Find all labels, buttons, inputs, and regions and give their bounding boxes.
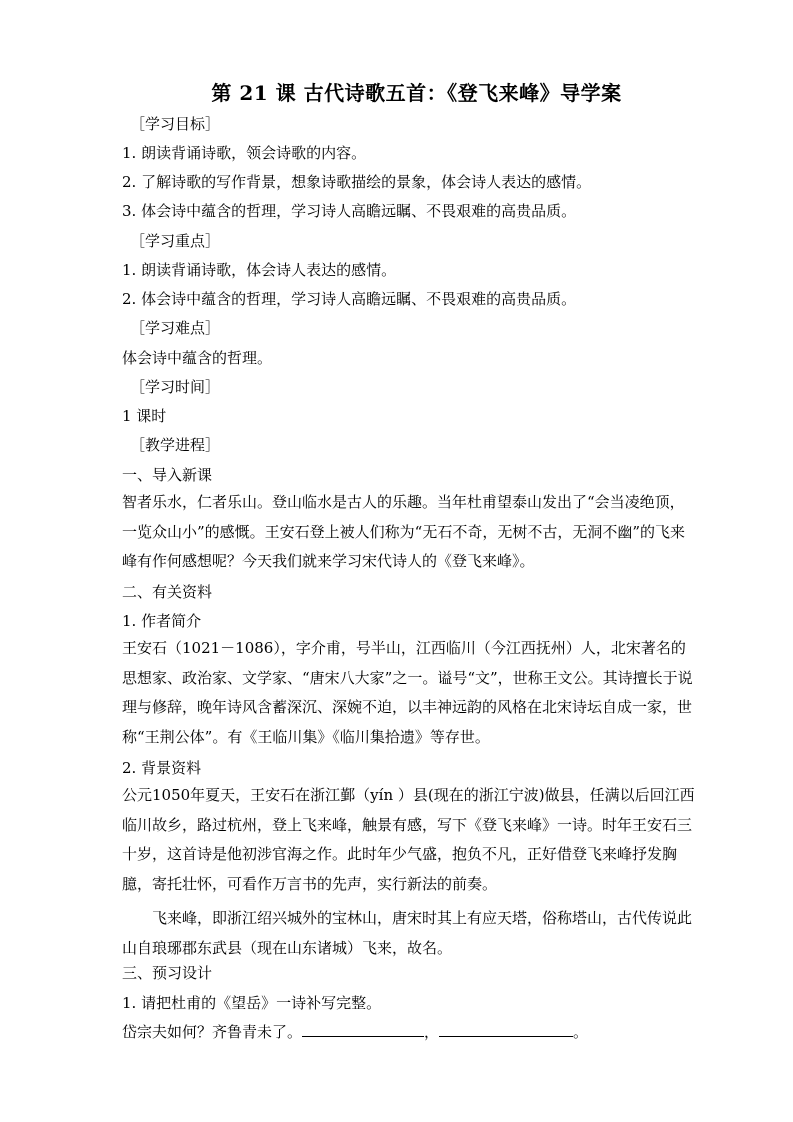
focus-header: ［学习重点］ bbox=[130, 232, 221, 250]
part1-paragraph: 智者乐水，仁者乐山。登山临水是古人的乐趣。当年杜甫望泰山发出了“会当凌绝顶，一览众山小”的感慨。王安石登上被人们称为“无石不奇，无树不古，无洞不幽”的飞来峰有作何感想呢？今天我们就来学习宋代诗人的《登飞来峰》。 bbox=[122, 493, 686, 570]
focus-item-2: 2. 体会诗中蕴含的哲理，学习诗人高瞻远瞩、不畏艰难的高贵品质。 bbox=[122, 290, 577, 308]
question-1: 1. 请把杜甫的《望岳》一诗补写完整。 bbox=[122, 994, 382, 1012]
background-title: 2. 背景资料 bbox=[122, 759, 202, 777]
part1-title: 一、导入新课 bbox=[122, 466, 213, 484]
part3-title: 三、预习设计 bbox=[122, 964, 213, 982]
time-text: 1 课时 bbox=[122, 407, 167, 425]
time-header: ［学习时间］ bbox=[130, 378, 221, 396]
process-header: ［教学进程］ bbox=[130, 436, 221, 454]
poem-prefix: 岱宗夫如何？齐鲁青未了。 bbox=[122, 1023, 303, 1041]
goals-header: ［学习目标］ bbox=[130, 115, 221, 133]
focus-item-1: 1. 朗读背诵诗歌，体会诗人表达的感情。 bbox=[122, 261, 397, 279]
difficulty-header: ［学习难点］ bbox=[130, 319, 221, 337]
answer-blank-1[interactable] bbox=[302, 1022, 424, 1037]
comma: ， bbox=[424, 1023, 440, 1041]
peak-paragraph: 飞来峰，即浙江绍兴城外的宝林山，唐宋时其上有应天塔，俗称塔山，古代传说此山自琅琊郡东武县（现在山东诸城）飞来，故名。 bbox=[122, 909, 693, 957]
author-title: 1. 作者简介 bbox=[122, 612, 202, 630]
part2-title: 二、有关资料 bbox=[122, 583, 213, 601]
page-title: 第 21 课 古代诗歌五首：《登飞来峰》导学案 bbox=[211, 81, 622, 105]
goal-item-3: 3. 体会诗中蕴含的哲理，学习诗人高瞻远瞩、不畏艰难的高贵品质。 bbox=[122, 202, 577, 220]
question-1-answer-line bbox=[122, 1022, 682, 1042]
author-paragraph: 王安石（1021－1086），字介甫，号半山，江西临川（今江西抚州）人，北宋著名的思想家、政治家、文学家、“唐宋八大家”之一。谥号“文”，世称王文公。其诗擅长于说理与修辞，晚年诗风含蓄深沉、深婉不迫，以丰神远韵的风格在北宋诗坛自成一家，世称“王荆公体”。有《王临川集》《临川集拾遗》等存世。 bbox=[122, 639, 693, 746]
difficulty-text: 体会诗中蕴含的哲理。 bbox=[122, 349, 273, 367]
goal-item-1: 1. 朗读背诵诗歌，领会诗歌的内容。 bbox=[122, 144, 367, 162]
answer-blank-2[interactable] bbox=[439, 1022, 573, 1037]
goal-item-2: 2. 了解诗歌的写作背景，想象诗歌描绘的景象，体会诗人表达的感情。 bbox=[122, 173, 592, 191]
background-paragraph: 公元1050年夏天，王安石在浙江鄞（yín ）县(现在的浙江宁波)做县，任满以后回江西临川故乡，路过杭州，登上飞来峰，触景有感，写下《登飞来峰》一诗。时年王安石三十岁，这首诗是他初涉官海之作。此时年少气盛，抱负不凡，正好借登飞来峰抒发胸臆，寄托壮怀，可看作万言书的先声，实行新法的前奏。 bbox=[122, 786, 695, 893]
period: 。 bbox=[573, 1023, 589, 1041]
